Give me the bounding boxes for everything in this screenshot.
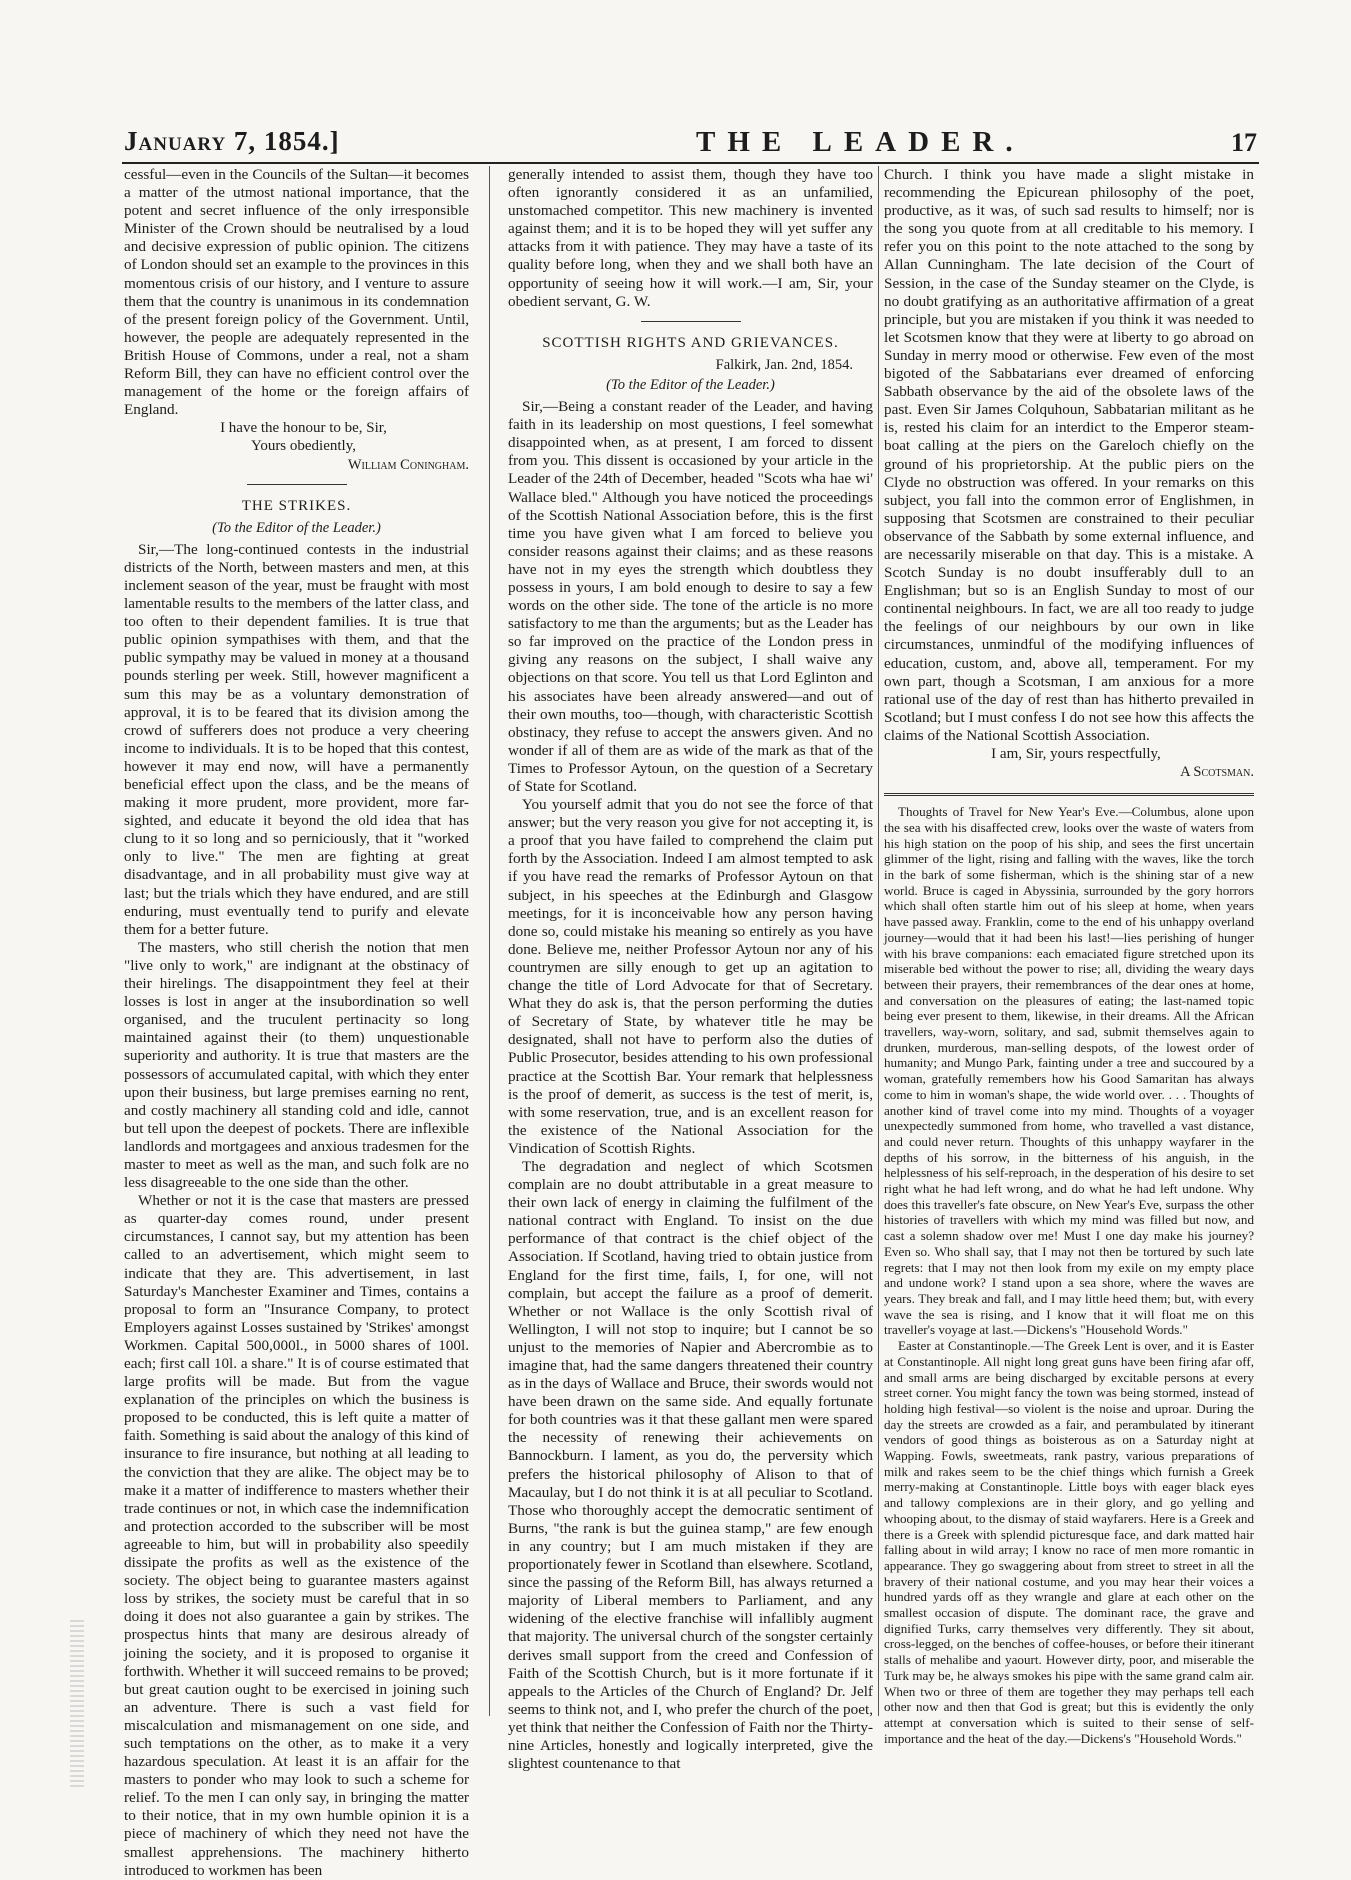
- article-paragraph: Sir,—The long-continued contests in the industrial districts of the North, between masters and men, at this inclement season of the year, must be fraught with most lamentable results to the members of the latter class, and too often to their dependent families. It is true that public opinion sympathises with them, and that the public sympathy may be valued in money at a thousand pounds sterling per week. Still, however magnificent a sum this may be as a voluntary demonstration of approval, it is to be feared that its division among the crowd of sufferers does not produce a very cheering income to individuals. It is to be hoped that this contest, however it may end now, will have a permanently beneficial effect upon the class, and be the means of making it more prudent, more provident, more far-sighted, and educate it beyond the old idea that has clung to it so long and so perniciously, that it "worked only to live." The men are fighting at great disadvantage, and in all probability must give way at last; but the trials which they have endured, and are still enduring, must eventually tend to purify and elevate them for a better future.: [124, 540, 469, 938]
- article-heading: SCOTTISH RIGHTS AND GRIEVANCES.: [542, 334, 839, 351]
- article-paragraph: generally intended to assist them, though they have too often ignorantly considered it as an unfamilied, unstomached competitor. This new machinery is invented against them; and it is to be hoped they will yet suffer any attacks from it with patience. They may have a taste of its quality before long, when they and we shall both have an opportunity of seeing how it will work.—I am, Sir, your obedient servant, G. W.: [508, 166, 873, 310]
- column-rule: [489, 166, 490, 1716]
- extract-paragraph: Thoughts of Travel for New Year's Eve.—Columbus, alone upon the sea with his disaffected crew, looks over the waste of waters from his high station on the poop of his ship, and sees the first uncertain glimmer of the light, rising and falling with the waves, like the torch in the bark of some fisherman, which is the shining star of a new world. Bruce is caged in Abyssinia, surrounded by the gory horrors which shall often startle him out of his sleep at home, when years have passed away. Franklin, come to the end of his unhappy overland journey—would that it had been his last!—lies perishing of hunger with his brave companions: each emaciated figure stretched upon its miserable bed without the power to rise; all, dividing the weary days between their prayers, their remembrances of the dear ones at home, and conversation on the pleasures of eating; the last-named topic being ever present to them, likewise, in their dreams. All the African travellers, way-worn, solitary, and sad, submit themselves again to drunken, murderous, man-selling despots, of the lowest order of humanity; and Mungo Park, fainting under a tree and succoured by a woman, gratefully remembers how his Good Samaritan has always come to him in woman's shape, the wide world over. . . . Thoughts of another kind of travel come into my mind. Thoughts of a voyager unexpectedly summoned from home, who travelled a vast distance, and could never return. Thoughts of this unhappy wayfarer in the depths of his sorrow, in the bitterness of his anguish, in the helplessness of his self-reproach, in the desperation of his desire to set right what he had left wrong, and do what he had left undone. Why does this traveller's fate obscure, on New Year's Eve, surpass the other histories of travellers with which my mind was filled but now, and cast a solemn shadow over me! Must I one day make his journey? Even so. Who shall say, that I may not then be tortured by such late regrets: that I may not then look from my exile on my empty place and undone work? I stand upon a sea shore, where the waves are years. They break and fall, and I may little heed them; but, with every wave the sea is rising, and I know that it will float me on this traveller's voyage at last.—Dickens's "Household Words.": [884, 804, 1254, 1338]
- issue-date: January 7, 1854.]: [124, 126, 340, 156]
- column-3: [884, 166, 1254, 1746]
- column-rule: [878, 166, 879, 1716]
- letter-closing: I have the honour to be, Sir,: [220, 420, 387, 437]
- letter-paragraph: cessful—even in the Councils of the Sultan—it becomes a matter of the utmost national importance, that the potent and secret influence of the only irresponsible Minister of the Crown should be neutralised by a loud and decisive expression of public opinion. The citizens of London should set an example to the provinces in this momentous crisis of our history, and I venture to assure them that the country is unanimous in its condemnation of the present foreign policy of the Government. Until, however, the people are adequately represented in the British House of Commons, under a real, not a sham Reform Bill, they can have no efficient control over the management of the home or the foreign affairs of England.: [124, 166, 469, 419]
- article-heading: THE STRIKES.: [241, 497, 352, 514]
- article-paragraph: Whether or not it is the case that masters are pressed as quarter-day comes round, under present circumstances, I cannot say, but my attention has been called to an advertisement, which might seem to indicate that they are. This advertisement, in last Saturday's Manchester Examiner and Times, contains a proposal to form an "Insurance Company, to protect Employers against Losses sustained by 'Strikes' amongst Workmen. Capital 500,000l., in 5000 shares of 100l. each; first call 10l. a share." It is of course estimated that large profits will be made. But from the vague explanation of the principles on which the business is proposed to be conducted, this is left quite a matter of faith. Something is said about the analogy of this kind of insurance to fire insurance, but nothing at all leading to the conviction that they are alike. The object may be to make it a matter of indifference to masters whether their trade continues or not, in which case the indemnification and protection accorded to the subscriber will be most agreeable to him, but will in probability also speedily dissipate the profits as well as the existence of the society. The object being to guarantee masters against loss by strikes, the society must be careful that in so doing it does not also guarantee a gain by strikes. The prospectus hints that many are desirous already of joining the society, and it is proposed to organise it forthwith. Whether it will succeed remains to be proved; but great caution ought to be exercised in joining such an adventure. There is such a vast field for miscalculation and mismanagement on one side, and such temptations on the other, as to make it a very hazardous speculation. At least it is an affair for the masters to ponder who may look to such a scheme for relief. To the men I can only say, in bringing the matter to their notice, that in my own humble opinion it is a piece of machinery of which they need not have the smallest apprehensions. The machinery hitherto introduced to workmen has been: [124, 1192, 469, 1879]
- article-paragraph: Sir,—Being a constant reader of the Leader, and having faith in its leadership on most questions, I feel somewhat disappointed when, as at present, I am forced to dissent from you. This dissent is occasioned by your article in the Leader of the 24th of December, headed "Scots wha hae wi' Wallace bled." Although you have noticed the proceedings of the Scottish National Association before, this is the first time you have given what I am forced to believe you consider reasons against their claims; and as these reasons have not in my eyes the strength which doubtless they possess in yours, I am bold enough to desire to say a few words on the other side. The tone of the article is no more satisfactory to me than the arguments; but as the Leader has so far improved on the practice of the London press in giving any reasons on the subject, I shall waive any objections on that score. You tell us that Lord Eglinton and his associates have been already answered—and out of their own mouths, too—though, with characteristic Scottish obstinacy, they refuse to accept the answers given. And no wonder if all of them are as wide of the mark as that of the Times to Professor Aytoun, on the question of a Secretary of State for Scotland.: [508, 398, 873, 795]
- article-subheading: (To the Editor of the Leader.): [212, 519, 381, 536]
- letter-signature: A Scotsman.: [1180, 764, 1254, 781]
- article-paragraph: You yourself admit that you do not see the force of that answer; but the very reason you give for not accepting it, is a proof that you have failed to comprehend the claim put forth by the Association. Indeed I am almost tempted to ask if you have read the remarks of Professor Aytoun on that subject, in his speeches at the Edinburgh and Glasgow meetings, for it is inconceivable how any person having done so, could mistake his meaning so entirely as you have done. Believe me, neither Professor Aytoun nor any of his countrymen are silly enough to get up an agitation to change the title of Lord Advocate for that of Secretary. What they do ask is, that the person performing the duties of Secretary of State, by whatever title he may be designated, shall not have to perform also the duties of Public Prosecutor, besides attending to his own professional practice at the Scottish Bar. Your remark that helplessness is the proof of demerit, as success is the test of merit, is, with some reservation, true, and is an excellent reason for the existence of the National Association for the Vindication of Scottish Rights.: [508, 796, 873, 1157]
- header-rule: [122, 162, 1259, 164]
- article-paragraph: Church. I think you have made a slight mistake in recommending the Epicurean philosophy of the poet, productive, as it was, of such sad results to himself; nor is the song you quote from at all creditable to his memory. I refer you on this point to the note attached to the song by Allan Cunningham. The late decision of the Court of Session, in the case of the Sunday steamer on the Clyde, is no doubt gratifying as an authoritative affirmation of a great principle, but you are mistaken if you think it was needed to let Scotsmen know that they were at liberty to go abroad on Sunday in merry mood or otherwise. Few even of the most bigoted of the Sabbatarians ever dreamed of enforcing Sabbath observance by the aid of the obsolete laws of the past. Even Sir James Colquhoun, Sabbatarian militant as he is, rested his claim for an interdict to the Emperor steam-boat calling at the piers on the Gareloch chiefly on the ground of his proprietorship. At the public piers on the Clyde no obstruction was offered. In your remarks on this subject, you fall into the common error of Englishmen, in supposing that Scotsmen are constrained to their peculiar observance of the Sabbath by some external influence, and are necessarily miserable on that day. This is a mistake. A Scotch Sunday is no doubt insufferably dull to an Englishman; but so is an English Sunday to most of our continental neighbours. In fact, we are all too ready to judge the feelings of our neighbours by our own in like circumstances, unmindful of the modifying influences of education, custom, and, above all, temperament. For my own part, though a Scotsman, I am anxious for a more rational use of the day of rest than has hitherto prevailed in Scotland; but I must confess I do not see how this affects the claims of the National Scottish Association.: [884, 166, 1254, 744]
- newspaper-title: THE LEADER.: [696, 126, 1025, 158]
- section-divider: [641, 321, 741, 322]
- article-paragraph: The degradation and neglect of which Scotsmen complain are no doubt attributable in a great measure to their own lack of energy in claiming the fulfilment of the national contract with England. To insist on the due performance of that contract is the chief object of the Association. If Scotland, having tried to obtain justice from England for the first time, fails, I, for one, will not complain, but accept the failure as a proof of demerit. Whether or not Wallace is the only Scottish rival of Wellington, I will not stop to inquire; but I cannot be so unjust to the memories of Napier and Abercrombie as to imagine that, had the same dangers threatened their country as in the days of Wallace and Bruce, their swords would not have been drawn on the same side. And equally fortunate for both countries was it that these gallant men were spared the necessity of renewing their achievements on Bannockburn. I lament, as you do, the perversity which prefers the historical philosophy of Alison to that of Macaulay, but I do not think it is at all peculiar to Scotland. Those who thoroughly accept the democratic sentiment of Burns, "the rank is but the guinea stamp," are few enough in any country; but I am much mistaken if they are proportionately fewer in Scotland than elsewhere. Scotland, since the passing of the Reform Bill, has always returned a majority of Liberal members to Parliament, and any widening of the elective franchise will infallibly augment that majority. The universal church of the songster certainly derives small support from the creed and Confession of Faith of the Scottish Church, but is it more fortunate if it appeals to the Articles of the Church of England? Dr. Jelf seems to think not, and I, who prefer the church of the poet, yet think that neither the Confession of Faith nor the Thirty-nine Articles, honestly and logically interpreted, give the slightest countenance to that: [508, 1157, 873, 1773]
- section-divider: [884, 793, 1254, 796]
- letter-signature: William Coningham.: [347, 456, 469, 473]
- article-dateline: Falkirk, Jan. 2nd, 1854.: [715, 356, 853, 373]
- article-paragraph: The masters, who still cherish the notion that men "live only to work," are indignant at the obstinacy of their hirelings. The disappointment they feel at their losses is lost in anger at the insubordination so well organised, and the truculent pertinacity so long maintained against their (to them) unquestionable superiority and authority. It is true that masters are the possessors of accumulated capital, with which they enter upon their business, but large premises earning no rent, and costly machinery all standing cold and idle, cannot but tell upon the deepest of pockets. There are inflexible landlords and mortgagees and anxious tradesmen for the master to meet as well as the man, and such folk are no less disagreeable to the one side than the other.: [124, 938, 469, 1192]
- column-2: [508, 166, 873, 1773]
- section-divider: [247, 484, 347, 485]
- running-header: [124, 126, 1257, 158]
- article-subheading: (To the Editor of the Leader.): [606, 376, 775, 393]
- extract-paragraph: Easter at Constantinople.—The Greek Lent is over, and it is Easter at Constantinople. All night long great guns have been firing afar off, and small arms are being discharged by excitable persons at every street corner. You might fancy the town was being stormed, instead of holding high festival—so violent is the noise and uproar. During the day the streets are crowded as a fair, and perambulated by itinerant vendors of good things as boisterous as on a Saturday night at Wapping. Fowls, sweetmeats, rank pastry, various preparations of milk and rakes seem to be the chief things which furnish a Greek merry-making at Constantinople. Little boys with eager black eyes and tallowy complexions are in their glory, and go yelling and whooping about, to the dismay of staid wayfarers. Here is a Greek and there is a Greek with splendid picturesque face, and dark matted hair falling about in wild array; I know no race of men more romantic in appearance. They go swaggering about from street to street in all the bravery of their national costume, and you may hear their voices a hundred yards off as they wrangle and glare at each other on the smallest occasion of dispute. The dominant race, the grave and dignified Turks, carry themselves very differently. They sit about, cross-legged, on the benches of coffee-houses, or before their itinerant stalls of mehalibe and yaourt. However dirty, poor, and miserable the Turk may be, he always smokes his pipe with the same grand calm air. When two or three of them are together they may perhaps tell each other now and then that God is great; but this is evidently the only attempt at conversation which is suited to their sense of self-importance and the heat of the day.—Dickens's "Household Words.": [884, 1338, 1254, 1746]
- column-1: [124, 166, 469, 1880]
- page-number: 17: [1231, 128, 1257, 157]
- margin-bleed-through: [70, 1620, 84, 1790]
- letter-closing: I am, Sir, yours respectfully,: [991, 746, 1161, 762]
- letter-closing: Yours obediently,: [250, 438, 356, 455]
